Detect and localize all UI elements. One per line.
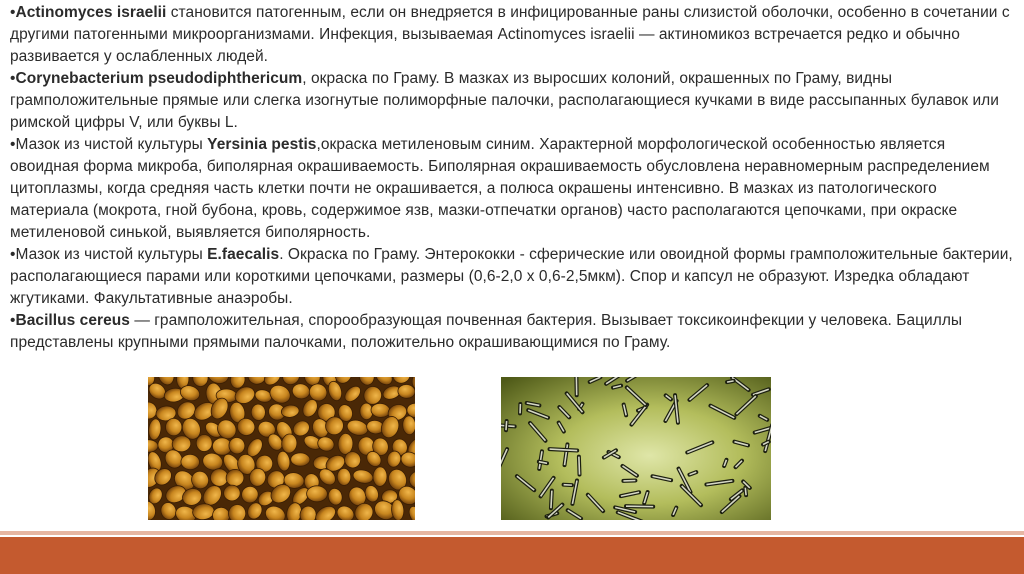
paragraph-text: , окраска по Граму. В мазках из выросших колоний, окрашенных по Граму, видны грамположительные прямые или слегка изогнутые полиморфные палочки, располагающиеся кучками в виде рассыпанных булавок или римской цифры V, или буквы L.	[10, 70, 999, 131]
term-bacillus: Bacillus cereus	[15, 312, 130, 329]
footer-divider	[0, 531, 1024, 535]
term-faecalis: E.faecalis	[207, 246, 280, 263]
paragraph-actinomyces	[10, 2, 1014, 68]
paragraph-prefix: Мазок из чистой культуры	[15, 136, 208, 153]
bullet: •	[10, 136, 16, 153]
cocci-micrograph-svg	[148, 377, 415, 520]
paragraph-yersinia	[10, 134, 1014, 244]
coccus-cell	[337, 468, 351, 485]
bullet: •	[10, 312, 16, 329]
rod-cell	[518, 402, 522, 416]
coccus-cell	[306, 486, 327, 502]
paragraph-text: становится патогенным, если он внедряется в инфицированные раны слизистой оболочки, особенно в сочетании с другими патогенными микроорганизмами. Инфекция, вызываемая Actinomyces israelii — актиномикоз встречается редко и обычно развивается у ослабленных людей.	[10, 4, 1010, 65]
cocci-micrograph-image	[148, 377, 415, 520]
coccus-cell	[165, 418, 182, 436]
paragraph-text: — грамположительная, спорообразующая почвенная бактерия. Вызывает токсикоинфекции у человека. Бациллы представлены крупными прямыми палочками, положительно окрашивающимися по Граму.	[10, 312, 963, 351]
rod-cell	[574, 377, 578, 397]
bullet: •	[10, 70, 16, 87]
rod-cell	[577, 455, 582, 477]
coccus-cell	[196, 434, 212, 451]
bullet: •	[10, 4, 16, 21]
paragraph-prefix: Мазок из чистой культуры	[15, 246, 208, 263]
rod-cell	[624, 504, 655, 509]
rods-micrograph-svg	[501, 377, 771, 520]
coccus-cell	[291, 453, 310, 467]
paragraph-bacillus	[10, 310, 1014, 354]
bullet: •	[10, 246, 16, 263]
term-corynebacterium: Corynebacterium pseudodiphthericum	[15, 70, 303, 87]
rod-cell	[621, 478, 637, 483]
rod-cell	[562, 483, 574, 488]
rods-micrograph-image	[501, 377, 771, 520]
paragraph-corynebacterium	[10, 68, 1014, 134]
term-actinomyces: Actinomyces israelii	[15, 4, 167, 21]
term-yersinia: Yersinia pestis	[207, 136, 317, 153]
paragraph-text: . Окраска по Граму. Энтерококки - сферические или овоидной формы грамположительные бактерии, располагающиеся парами или короткими цепочками, размеры (0,6-2,0 х 0,6-2,5мкм). Спор и капсул не образуют. Изредка обладают жгутиками. Факультативные анаэробы.	[10, 246, 1013, 307]
footer-bar	[0, 537, 1024, 574]
coccus-cell	[226, 469, 245, 487]
paragraph-faecalis	[10, 244, 1014, 310]
slide-body-text	[10, 2, 1014, 354]
coccus-cell	[373, 467, 388, 487]
paragraph-text: ,окраска метиленовым синим. Характерной морфологической особенностью является овоидная форма микроба, биполярная окрашиваемость. Биполярная окрашиваемость обусловлена неравномерным распределением цитоплазмы, когда средняя часть клетки почти не окрашивается, а полюса окрашены интенсивно. В мазках из патологического материала (мокрота, гной бубона, кровь, содержимое язв, мазки-отпечатки органов) часто располагаются цепочками, при окраске метиленовой синькой, выявляется биполярность.	[10, 136, 990, 241]
